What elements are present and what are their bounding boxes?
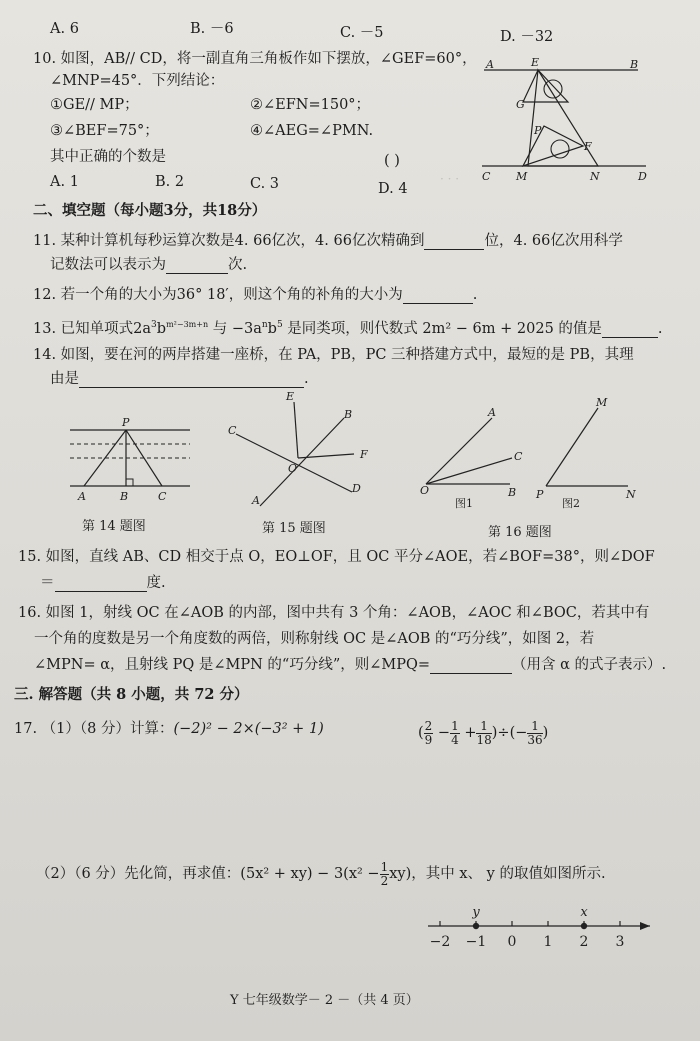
q17-frac3-den: 18 <box>476 732 492 747</box>
q17-frac4-num: 1 <box>527 720 542 734</box>
q11-blank-2[interactable] <box>166 259 228 274</box>
fig10-label-f: F <box>584 140 592 153</box>
q16-text-b: （用含 α 的式子表示）. <box>512 657 667 673</box>
q15-line2 <box>40 574 166 592</box>
fig15-label-b: B <box>344 408 353 421</box>
q12-blank[interactable] <box>403 289 473 304</box>
q11-line2 <box>50 256 247 274</box>
figure-16-caption: 第 16 题图 <box>488 525 552 540</box>
q10-option-a: A. 1 <box>50 174 79 190</box>
q10-answer-paren: ( ) <box>384 153 400 169</box>
q14-text: 由是 <box>50 371 79 387</box>
fig16-label-b: B <box>508 486 517 499</box>
fig10-label-e: E <box>531 56 540 69</box>
q11-blank-1[interactable] <box>424 235 484 250</box>
fig16-label-o: O <box>420 484 430 497</box>
bleed-through-text: · · · <box>440 172 460 186</box>
fig15-label-d: D <box>352 482 361 495</box>
q13-text-e: 是同类项，则代数式 2m² − 6m + 2025 的值是 <box>282 320 602 337</box>
number-line-point <box>581 923 587 929</box>
section-3-heading: 三. 解答题（共 8 小题，共 72 分） <box>14 686 249 703</box>
q13-blank[interactable] <box>602 323 658 338</box>
q10-stem-line1: 10. 如图，AB// CD，将一副直角三角板作如下摆放，∠GEF=60°， <box>33 51 477 67</box>
q11-text-b: 位，4. 66亿次用科学 <box>484 233 623 249</box>
q17-frac-3 <box>476 720 491 747</box>
q17-part2-text-b: xy)，其中 x、 y 的取值如图所示. <box>389 866 606 882</box>
figure-16-diagram-2 <box>534 394 654 500</box>
q10-conclusion-4: ④∠AEG=∠PMN. <box>250 123 374 139</box>
fig14-label-a: A <box>78 490 86 503</box>
q17-frac4-den: 36 <box>527 732 543 747</box>
fig16-label-m: M <box>596 396 608 409</box>
number-line-tick-label: −2 <box>429 934 451 950</box>
q16-line3 <box>34 656 666 674</box>
figure-16-diagram-1 <box>416 396 540 506</box>
q17-frac2-num: 1 <box>451 718 459 733</box>
q10-ask: 其中正确的个数是 <box>50 149 166 165</box>
q12-period: . <box>472 287 478 303</box>
q9-option-d: D. －32 <box>500 29 554 45</box>
q17-expression-2: ( $\frac{2}{9}$ − $\frac{1}{4}$ + $\frac{1}{18}$ )÷(− $\frac{1}{36}$ ) <box>418 718 549 747</box>
q15-line1: 15. 如图，直线 AB、CD 相交于点 O，EO⊥OF，且 OC 平分∠AOE，若∠BOF=38°，则∠DOF <box>18 549 655 565</box>
q17-part2-text-a: （2）（6 分）先化简，再求值：(5x² + xy) − 3(x² − <box>36 866 380 882</box>
q13-sup-3: n <box>261 320 268 330</box>
q17-part1-label <box>14 720 324 738</box>
q16-blank[interactable] <box>430 659 512 674</box>
q17-frac-4 <box>527 720 542 747</box>
fig10-label-m: M <box>516 170 528 183</box>
q17-part2-frac-den: 2 <box>380 873 389 888</box>
q17-part2-frac <box>380 861 390 888</box>
q10-option-d: D. 4 <box>378 181 408 197</box>
q13-period: . <box>657 320 663 337</box>
q13-sup-1: 3 <box>151 320 157 330</box>
q9-option-b: B. －6 <box>190 21 234 37</box>
page-footer: Y 七年级数学－ 2 －（共 4 页） <box>230 993 419 1008</box>
q13-sup-4: 5 <box>276 320 283 330</box>
q11-text-c: 记数法可以表示为 <box>50 257 166 273</box>
q17-frac-2 <box>450 720 460 747</box>
q14-line2 <box>50 370 309 388</box>
q12-text: 12. 若一个角的大小为36° 18′，则这个角的补角的大小为 <box>33 287 403 303</box>
fig15-label-o: O <box>288 462 298 475</box>
q10-option-b: B. 2 <box>155 174 185 190</box>
q11-text-d: 次. <box>228 257 248 273</box>
number-line-point-label: y <box>472 905 480 920</box>
fig15-label-e: E <box>286 390 295 403</box>
q14-blank[interactable] <box>79 373 304 388</box>
number-line-point <box>473 923 479 929</box>
q17-expression-1: (−2)² − 2×(−3² + 1) <box>173 721 324 737</box>
q17-frac1-den: 9 <box>424 732 433 747</box>
fig10-label-g: G <box>516 98 525 111</box>
q10-figure <box>478 56 648 184</box>
number-line-tick-label: −1 <box>465 934 487 950</box>
q12-line <box>33 286 477 304</box>
q15-blank[interactable] <box>55 577 147 592</box>
q14-line1: 14. 如图，要在河的两岸搭建一座桥，在 PA，PB，PC 三种搭建方式中，最短的是 PB，其理 <box>33 347 634 363</box>
q10-conclusion-2: ②∠EFN=150°； <box>250 97 371 113</box>
figure-14-caption: 第 14 题图 <box>82 519 146 534</box>
q17-frac-1 <box>424 720 434 747</box>
q9-option-c: C. －5 <box>340 25 384 41</box>
q11-text-a: 11. 某种计算机每秒运算次数是4. 66亿次，4. 66亿次精确到 <box>33 233 425 249</box>
number-line-point-label: x <box>580 905 588 920</box>
figure-15 <box>222 388 382 512</box>
q13-text-d: b <box>267 320 277 337</box>
q15-unit: 度. <box>146 575 166 591</box>
fig15-label-a: A <box>252 494 260 507</box>
figure-14 <box>66 410 196 510</box>
figure-15-caption: 第 15 题图 <box>262 521 326 536</box>
q13-text-c: 与 −3a <box>208 320 262 337</box>
number-line <box>420 896 660 956</box>
number-line-tick-label: 2 <box>579 934 589 950</box>
number-line-tick-label: 0 <box>507 934 517 950</box>
q16-text-a: ∠MPN= α，且射线 PQ 是∠MPN 的“巧分线”，则∠MPQ= <box>34 657 431 673</box>
fig10-label-a: A <box>486 58 494 71</box>
fig14-label-c: C <box>158 490 167 503</box>
fig15-label-c: C <box>228 424 237 437</box>
q10-stem-line2: ∠MNP=45°．下列结论： <box>50 73 225 89</box>
q16-line1: 16. 如图 1，射线 OC 在∠AOB 的内部，图中共有 3 个角：∠AOB，∠AOC 和∠BOC，若其中有 <box>18 605 650 621</box>
number-line-tick-label: 1 <box>543 934 553 950</box>
number-line-arrow <box>640 922 650 930</box>
fig14-label-p: P <box>122 416 130 429</box>
q13-text-b: b <box>156 320 167 337</box>
q17-part2-frac-num: 1 <box>380 859 389 874</box>
q9-option-a: A. 6 <box>50 21 79 37</box>
q15-equals: ＝ <box>40 575 55 591</box>
fig15-label-f: F <box>360 448 368 461</box>
fig16-label-n: N <box>626 488 636 500</box>
figure-16-subcaption-1: 图1 <box>455 497 473 510</box>
q13-line <box>33 316 663 338</box>
fig16-label-p: P <box>536 488 544 500</box>
q17-part2-line <box>36 858 606 890</box>
q10-conclusion-1: ①GE// MP； <box>50 97 139 113</box>
q17-frac1-num: 2 <box>424 718 433 733</box>
fig14-label-b: B <box>120 490 129 503</box>
fig10-label-p: P <box>534 124 542 137</box>
number-line-tick-label: 3 <box>615 934 625 950</box>
q17-frac3-num: 1 <box>476 720 491 734</box>
figure-16-subcaption-2: 图2 <box>562 497 580 510</box>
q14-period: . <box>304 371 309 387</box>
fig16-label-a: A <box>488 406 496 419</box>
fig16-label-c: C <box>514 450 523 463</box>
section-2-heading: 二、填空题（每小题3分，共18分） <box>33 202 267 219</box>
fig10-label-n: N <box>590 170 600 183</box>
q17-frac2-den: 4 <box>451 732 459 747</box>
q13-text-a: 13. 已知单项式2a <box>33 320 152 337</box>
q10-option-c: C. 3 <box>250 176 280 192</box>
fig10-label-c: C <box>482 170 491 183</box>
q10-conclusion-3: ③∠BEF=75°； <box>50 123 159 139</box>
q11-line1 <box>33 232 623 250</box>
fig10-label-d: D <box>638 170 647 183</box>
q16-line2: 一个角的度数是另一个角度数的两倍，则称射线 OC 是∠AOB 的“巧分线”，如图 2，若 <box>34 631 595 647</box>
q17-part1-text: 17. （1）（8 分）计算： <box>14 721 174 737</box>
q13-sup-2: m²−3m+n <box>166 320 209 329</box>
fig10-label-b: B <box>630 58 639 71</box>
